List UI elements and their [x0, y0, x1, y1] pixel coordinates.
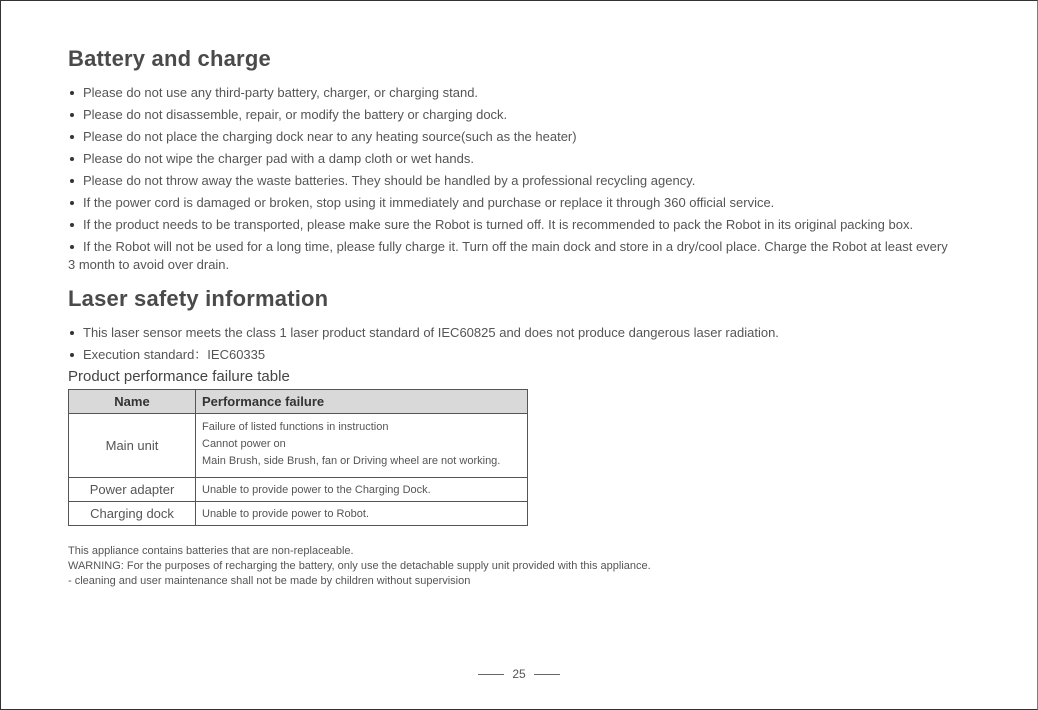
battery-section-title: Battery and charge — [68, 46, 271, 71]
row-name-power-adapter: Power adapter — [69, 478, 196, 502]
battery-list — [68, 84, 948, 274]
battery-item: Please do not throw away the waste batteries. They should be handled by a professional recycling agency. — [68, 172, 948, 190]
failure-line: Unable to provide power to Robot. — [196, 502, 528, 526]
laser-item: This laser sensor meets the class 1 laser product standard of IEC60825 and does not produce dangerous laser radiation. — [68, 324, 948, 342]
table-row — [69, 478, 528, 502]
note-line: WARNING: For the purposes of recharging the battery, only use the detachable supply unit provided with this appliance. — [68, 560, 651, 572]
note-line: This appliance contains batteries that are non-replaceable. — [68, 545, 354, 557]
bullet-icon — [70, 223, 74, 227]
header-name: Name — [69, 390, 196, 414]
bullet-icon — [70, 201, 74, 205]
battery-item: If the product needs to be transported, please make sure the Robot is turned off. It is recommended to pack the Robot in its original packing box. — [68, 216, 948, 234]
table-row — [69, 502, 528, 526]
bullet-icon — [70, 179, 74, 183]
notes-block — [68, 544, 948, 589]
laser-item: Execution standard：IEC60335 — [68, 346, 948, 364]
battery-item: Please do not wipe the charger pad with a damp cloth or wet hands. — [68, 150, 948, 168]
failure-line: Main Brush, side Brush, fan or Driving wheel are not working. — [202, 455, 501, 467]
bullet-icon — [70, 245, 74, 249]
failure-line: Unable to provide power to the Charging Dock. — [196, 478, 528, 502]
bullet-icon — [70, 91, 74, 95]
laser-section-title: Laser safety information — [68, 286, 329, 311]
header-performance-failure: Performance failure — [196, 390, 528, 414]
row-failures-main-unit — [196, 414, 528, 478]
bullet-icon — [70, 331, 74, 335]
row-name-main-unit: Main unit — [69, 414, 196, 478]
failure-table — [68, 389, 528, 526]
table-header-row — [69, 390, 528, 414]
failure-table-title: Product performance failure table — [68, 368, 290, 385]
page-footer — [0, 667, 1038, 681]
battery-item: If the Robot will not be used for a long time, please fully charge it. Turn off the main dock and store in a dry/cool place. Charge the Robot at least every 3 month to avoid over drain. — [68, 239, 948, 272]
battery-item: Please do not place the charging dock near to any heating source(such as the heater) — [68, 128, 948, 146]
table-row — [69, 414, 528, 478]
note-line: - cleaning and user maintenance shall not be made by children without supervision — [68, 575, 471, 587]
battery-item: If the power cord is damaged or broken, stop using it immediately and purchase or replace it through 360 official service. — [68, 194, 948, 212]
laser-list — [68, 324, 948, 364]
footer-rule-right — [534, 674, 560, 675]
bullet-icon — [70, 113, 74, 117]
page-content — [68, 46, 948, 589]
failure-line: Cannot power on — [202, 438, 286, 450]
bullet-icon — [70, 135, 74, 139]
battery-item: Please do not disassemble, repair, or modify the battery or charging dock. — [68, 106, 948, 124]
bullet-icon — [70, 353, 74, 357]
bullet-icon — [70, 157, 74, 161]
battery-item: Please do not use any third-party battery, charger, or charging stand. — [68, 84, 948, 102]
row-name-charging-dock: Charging dock — [69, 502, 196, 526]
page-number: 25 — [512, 667, 526, 681]
failure-line: Failure of listed functions in instruction — [202, 421, 389, 433]
footer-rule-left — [478, 674, 504, 675]
